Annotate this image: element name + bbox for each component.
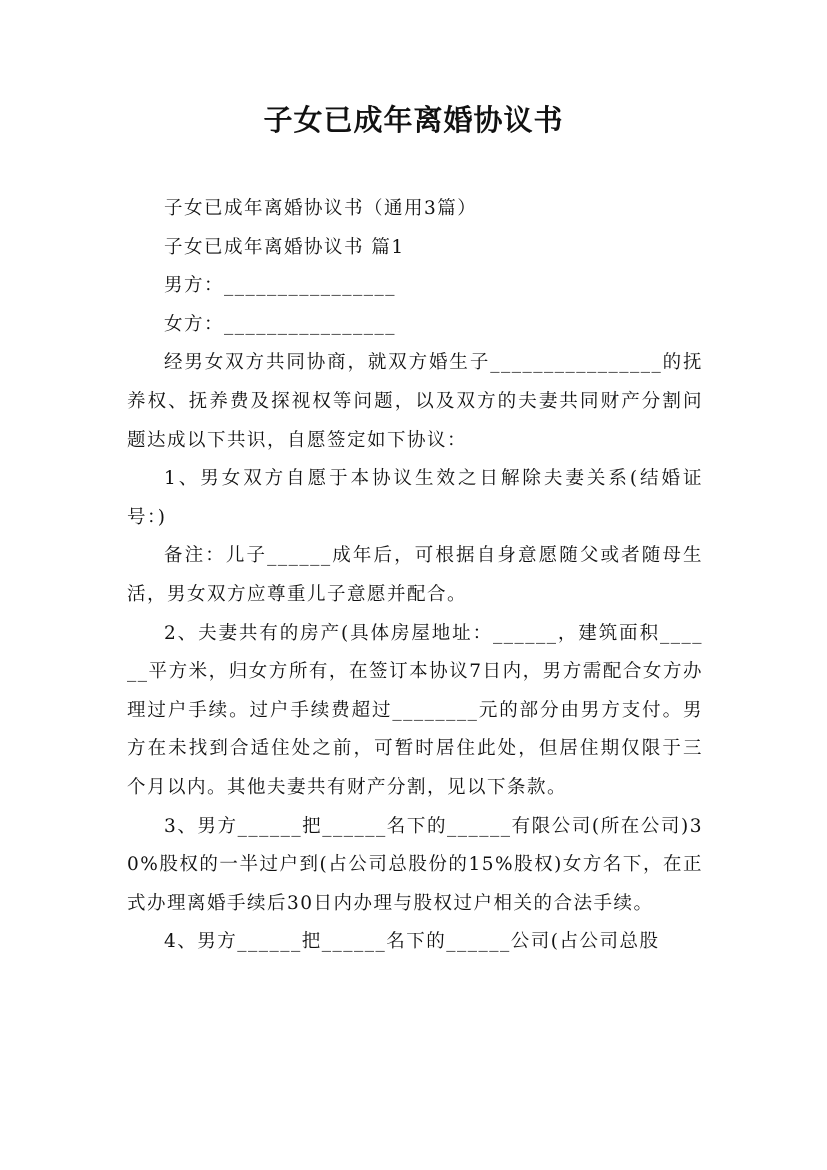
subtitle-paragraph: 子女已成年离婚协议书（通用3篇） bbox=[164, 198, 478, 219]
clause-4: 4、男方______把______名下的______公司(占公司总股 bbox=[164, 931, 660, 953]
male-party-line: 男方：________________ bbox=[164, 275, 397, 297]
female-party-line: 女方：________________ bbox=[164, 313, 397, 335]
section-heading: 子女已成年离婚协议书 篇1 bbox=[164, 236, 405, 258]
document-title: 子女已成年离婚协议书 bbox=[263, 103, 564, 137]
note-paragraph: 备注：儿子______成年后，可根据自身意愿随父或者随母生活，男女双方应尊重儿子意愿并配合。 bbox=[127, 545, 703, 605]
intro-paragraph: 经男女双方共同协商，就双方婚生子________________的抚养权、抚养费及探视权等问题，以及双方的夫妻共同财产分割问题达成以下共识，自愿签定如下协议： bbox=[127, 352, 703, 451]
clause-3: 3、男方______把______名下的______有限公司(所在公司)30%股权的一半过户到(占公司总股份的15%股权)女方名下，在正式办理离婚手续后30日内办理与股权过户相关的合法手续。 bbox=[127, 815, 703, 914]
clause-1: 1、男女双方自愿于本协议生效之日解除夫妻关系(结婚证号：) bbox=[127, 468, 703, 528]
document-body bbox=[127, 190, 703, 962]
clause-2: 2、夫妻共有的房产(具体房屋地址：______，建筑面积______平方米，归女方所有，在签订本协议7日内，男方需配合女方办理过户手续。过户手续费超过________元的部分由男方支付。男方在未找到合适住处之前，可暂时居住此处，但居住期仅限于三个月以内。其他夫妻共有财产分割，见以下条款。 bbox=[127, 622, 703, 798]
